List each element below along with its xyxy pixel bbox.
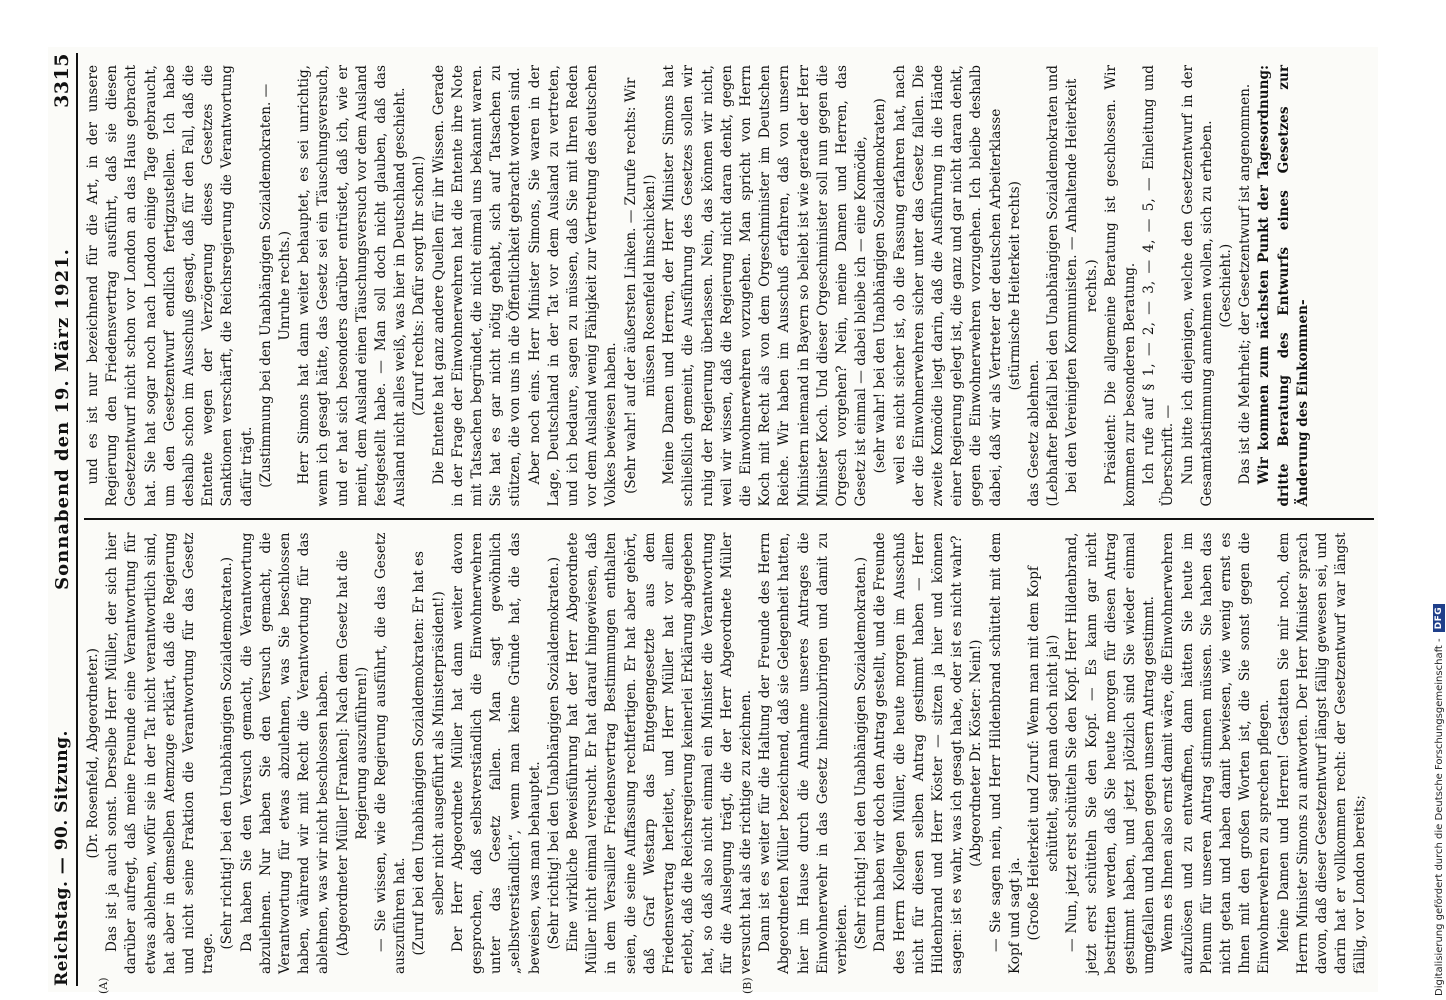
text-columns [84, 53, 1374, 986]
interjection: (Sehr richtig! bei den Unabhängigen Sozialdemokraten.) [853, 557, 870, 950]
interjection: (Geschieht.) [1217, 243, 1234, 328]
interjection: (Zustimmung bei den Unabhängigen Sozialdemokraten. — Unruhe rechts.) [257, 83, 294, 488]
paragraph: Der Herr Abgeordnete Müller hat dann weiter davon gesprochen, daß selbstverständlich die Einwohnerwehren unter das Gesetz fallen. Man sagt gewöhnlich „selbstverständlich“, wenn man keine Gründe hat, die das beweisen, was man behauptet. [449, 532, 543, 974]
paragraph: Eine wirkliche Beweisführung hat der Herr Abgeordnete Müller nicht einmal versucht. Er hat darauf hingewiesen, daß in dem Versailler Friedensvertrag Bestimmungen enthalten seien, die seine Auffassung rechtfertigen. Er hat aber gehört, daß Graf Westarp das Entgegengesetzte aus dem Friedensvertrag herleitet, und Herr Müller hat vor allem erlebt, daß die Reichsregierung keinerlei Erklärung abgegeben hat, so daß also nicht einmal ein Minister die Verantwortung für die Auslegung trägt, die der Herr Abgeordnete Müller versucht hat als die richtige zu zeichnen. [565, 532, 754, 974]
credit-text: Digitalisierung gefördert durch die Deutsche Forschungsgemeinschaft - [1433, 638, 1445, 996]
running-head [50, 53, 78, 986]
right-column [84, 53, 1374, 519]
paragraph: und es ist nur bezeichnend für die Art, in der unsere Regierung den Friedensvertrag ausführt, daß sie diesen Gesetzentwurf nicht schon vor London an das Haus gebracht hat. Sie hat sogar noch nach London einige Tage gebraucht, um den Gesetzentwurf endlich fertigzustellen. Ich habe deshalb schon im Ausschuß gesagt, daß für den Fall, daß die Entente wegen der Verzögerung dieses Gesetzes die Sanktionen verschärft, die Reichsregierung die Verantwortung dafür trägt. [85, 65, 255, 507]
speaker-note: (Dr. Rosenfeld, Abgeordneter.) [85, 648, 101, 859]
digitization-credit [1432, 604, 1446, 996]
agenda-item: Wir kommen zum nächsten Punkt der Tagesordnung: dritte Beratung des Entwurfs eines Gesetzes zur Änderung des Einkommen- [1256, 65, 1311, 507]
paragraph: das Gesetz ablehnen. [1025, 359, 1042, 507]
rotated-scanned-page [48, 47, 1378, 992]
paragraph: — Nun, jetzt erst schütteln Sie den Kopf. Herr Hildenbrand, jetzt erst schütteln Sie den Kopf. — Es kann gar nicht bestritten werden, daß Sie heute morgen für diesen Antrag gestimmt haben, und jetzt plötzlich sind Sie wieder einmal umgefallen und haben gegen unsern Antrag gestimmt. [1064, 532, 1158, 974]
paragraph: Ich rufe auf § 1, — 2, — 3, — 4, — 5, — Einleitung und Überschrift. — [1141, 65, 1177, 507]
interjection: (sehr wahr! bei den Unabhängigen Sozialdemokraten) [872, 98, 889, 474]
paragraph: — Sie sagen nein, und Herr Hildenbrand schüttelt mit dem Kopf und sagt ja. [987, 532, 1023, 974]
paragraph: Nun bitte ich diejenigen, welche den Gesetzentwurf in der Gesamtabstimmung annehmen wollen, sich zu erheben. [1179, 65, 1215, 507]
page-number: 3315 [51, 53, 74, 108]
paragraph: weil es nicht sicher ist, ob die Fassung erfahren hat, nach der die Einwohnerwehren sicher unter das Gesetz fallen. Die zweite Komödie liegt darin, daß die Ausführung in die Hände einer Regierung gelegt ist, die ganz und gar nicht daran denkt, gegen die Einwohnerwehren vorzugehen. Ich bleibe deshalb dabei, daß wir als Vertreter der deutschen Arbeiterklasse [891, 65, 1004, 507]
president-statement: Präsident: Die allgemeine Beratung ist geschlossen. Wir kommen zur besonderen Beratung. [1102, 65, 1138, 507]
interjection: (Lebhafter Beifall bei den Unabhängigen Sozialdemokraten und bei den Vereinigten Kommunisten. — Anhaltende Heiterkeit rechts.) [1045, 65, 1100, 507]
paragraph: Das ist ja auch sonst. Derselbe Herr Müller, der sich hier darüber aufregt, daß meine Freunde eine Verantwortung für etwas ablehnen, wofür sie in der Tat nicht verantwortlich sind, hat aber in demselben Atemzuge erklärt, daß die Regierung und nicht seine Fraktion die Verantwortung für das Gesetz trage. [104, 532, 217, 974]
interjection: (Zuruf rechts: Dafür sorgt Ihr schon!) [411, 155, 428, 416]
paragraph: Darum haben wir doch den Antrag gestellt, und die Freunde des Herrn Kollegen Müller, die heute morgen im Ausschuß nicht für diesen selben Antrag gestimmt haben — Herr Hildenbrand und Herr Köster — sitzen ja hier und können sagen: ist es wahr, was ich gesagt habe, oder ist es nicht wahr? [872, 532, 966, 974]
interjection: (Abgeordneter Dr. Köster: Nein!) [968, 639, 985, 867]
paragraph: Aber noch eins. Herr Minister Simons, Sie waren in der Lage, Deutschland in der Tat vor dem Ausland zu vertreten, und ich bedaure, sagen zu müssen, daß Sie mit Ihren Reden vor dem Ausland wenig Fähigkeit zur Vertretung des deutschen Volkes bewiesen haben. [526, 65, 620, 507]
interjection: (Große Heiterkeit und Zuruf: Wenn man mit dem Kopf schüttelt, sagt man doch nicht ja!) [1025, 566, 1062, 941]
header-date: Sonnabend den 19. März 1921. [52, 248, 74, 590]
interjection: (Zuruf bei den Unabhängigen Sozialdemokraten: Er hat es selber nicht ausgeführt als Ministerpräsident!) [411, 550, 447, 956]
paragraph: — Sie wissen, wie die Regierung ausführt, die das Gesetz auszuführen hat. [373, 532, 409, 974]
margin-mark-a: (A) [97, 977, 110, 994]
header-left: Reichstag. — 90. Sitzung. [52, 730, 73, 986]
margin-mark-b: (B) [741, 977, 754, 994]
paragraph: Die Entente hat ganz andere Quellen für ihr Wissen. Gerade in der Frage der Einwohnerwehren hat die Entente ihre Note mit Tatsachen begründet, die nicht einmal uns bekannt waren. Sie hat es gar nicht nötig gehabt, sich auf Tatsachen zu stützen, die von uns in die Öffentlichkeit gebracht worden sind. [430, 65, 524, 507]
interjection: (Abgeordneter Müller [Franken]: Nach dem Gesetz hat die Regierung auszuführen!) [334, 550, 370, 957]
interjection: (stürmische Heiterkeit rechts) [1006, 181, 1023, 391]
paragraph: Das ist die Mehrheit; der Gesetzentwurf ist angenommen. [1237, 83, 1254, 485]
paragraph: Dann ist es weiter für die Haltung der Freunde des Herrn Abgeordneten Müller bezeichnend, daß sie Gelegenheit hatten, hier im Hause durch die Annahme unseres Antrages die Einwohnerwehr in das Gesetz hineinzubringen und damit zu verbieten. [757, 532, 850, 974]
paragraph: Wenn es Ihnen also ernst damit wäre, die Einwohnerwehren aufzulösen und zu entwaffnen, dann hätten Sie heute im Plenum für unseren Antrag stimmen müssen. Sie haben das nicht getan und haben damit bewiesen, wie wenig ernst es Ihnen mit den großen Worten ist, die Sie sonst gegen die Einwohnerwehren zu sprechen pflegen. [1160, 532, 1273, 974]
dfg-logo: DFG [1433, 604, 1445, 633]
left-column [84, 519, 1374, 987]
paragraph: Meine Damen und Herren! Gestatten Sie mir noch, dem Herrn Minister Simons zu antworten. Der Herr Minister sprach davon, daß dieser Gesetzentwurf längst fällig gewesen sei, und darin hat er vollkommen recht: der Gesetzentwurf war längst fällig, vor London bereits; [1275, 532, 1369, 974]
paragraph: Meine Damen und Herren, der Herr Minister Simons hat schließlich gemeint, die Ausführung des Gesetzes sollen wir ruhig der Regierung überlassen. Nein, das können wir nicht, weil wir wissen, daß die Regierung nicht daran denkt, gegen die Einwohnerwehren vorzugehen. Man spricht von Herrn Koch mit Recht als von dem Orgeschminister im Deutschen Reiche. Wir haben im Ausschuß erfahren, daß von unsern Ministern niemand in Bayern so beliebt ist wie gerade der Herr Minister Koch. Und dieser Orgeschminister soll nun gegen die Orgesch vorgehen? Nein, meine Damen und Herren, das Gesetz ist einmal — dabei bleibe ich — eine Komödie, [661, 65, 870, 507]
interjection: (Sehr wahr! auf der äußersten Linken. — Zurufe rechts: Wir müssen Rosenfeld hinschicken!) [622, 77, 658, 494]
paragraph: Da haben Sie den Versuch gemacht, die Verantwortung abzulehnen. Nur haben Sie den Versuch gemacht, die Verantwortung für etwas abzulehnen, was Sie beschlossen haben, während wir mit Recht die Verantwortung für das ablehnen, was wir nicht beschlossen haben. [238, 532, 332, 974]
interjection: (Sehr richtig! bei den Unabhängigen Sozialdemokraten.) [219, 557, 236, 950]
interjection: (Sehr richtig! bei den Unabhängigen Sozialdemokraten.) [545, 557, 562, 950]
paragraph: Herr Simons hat dann weiter behauptet, es sei unrichtig, wenn ich gesagt hätte, das Gesetz sei ein Täuschungsversuch, und er hat sich besonders darüber entrüstet, daß ich, wie er meint, dem Ausland einen Täuschungsversuch vor dem Ausland festgestellt habe. — Man soll doch nicht glauben, daß das Ausland nicht alles weiß, was hier in Deutschland geschieht. [296, 65, 409, 507]
